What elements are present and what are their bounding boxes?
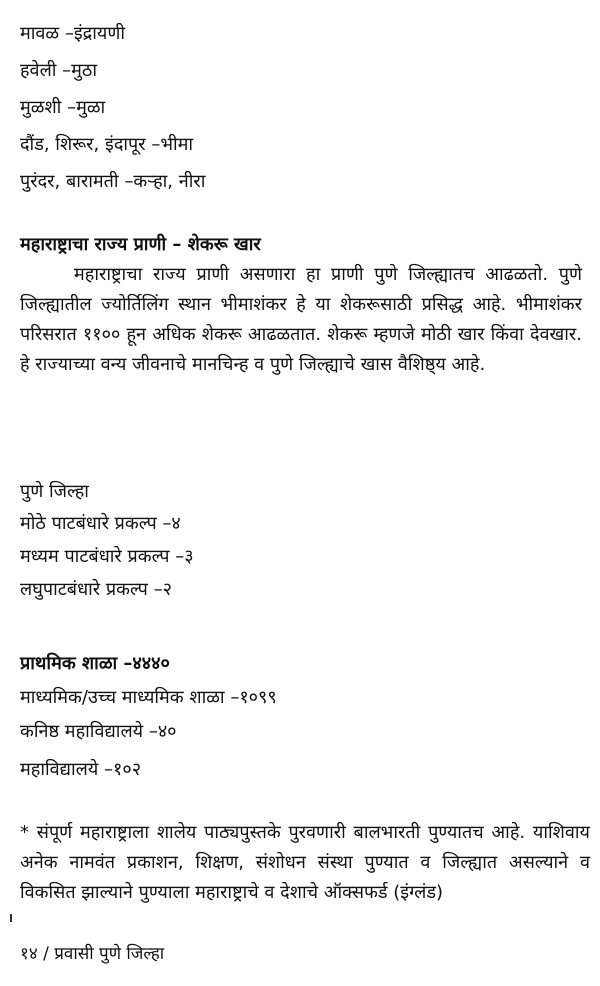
irrigation-item-minor: लघुपाटबंधारे प्रकल्प –२ <box>20 579 172 600</box>
education-heading: प्राथमिक शाळा –४४४० <box>20 653 170 674</box>
page-footer: १४ / प्रवासी पुणे जिल्हा <box>20 944 165 964</box>
education-item-college: महाविद्यालये –१०२ <box>20 759 142 780</box>
river-line-haveli: हवेली –मुठा <box>20 60 98 81</box>
education-item-junior-college: कनिष्ठ महाविद्यालये –४० <box>20 721 177 742</box>
state-animal-paragraph: महाराष्ट्राचा राज्य प्राणी असणारा हा प्राणी पुणे जिल्ह्यातच आढळतो. पुणे जिल्ह्यातील ज्योर्तिलिंग स्थान भीमाशंकर हे या शेकरूसाठी प्रसिद्ध आहे. भीमाशंकर परिसरात ११०० हून अधिक शेकरू आढळतात. शेकरू म्हणजे मोठी खार किंवा देवखार. हे राज्याच्या वन्य जीवनाचे मानचिन्ह व पुणे जिल्ह्याचे खास वैशिष्ठ्य आहे. <box>20 264 582 375</box>
irrigation-item-medium: मध्यम पाटबंधारे प्रकल्प –३ <box>20 546 194 567</box>
margin-mark <box>10 914 12 922</box>
river-line-purandar: पुरंदर, बारामती –कऱ्हा, नीरा <box>20 171 206 192</box>
education-item-secondary: माध्यमिक/उच्च माध्यमिक शाळा –१०९९ <box>20 687 277 708</box>
river-line-daund: दौंड, शिरूर, इंदापूर –भीमा <box>20 134 194 155</box>
state-animal-heading: महाराष्ट्राचा राज्य प्राणी – शेकरू खार <box>20 234 261 255</box>
irrigation-item-major: मोठे पाटबंधारे प्रकल्प –४ <box>20 513 181 534</box>
irrigation-title: पुणे जिल्हा <box>20 481 89 502</box>
balbharati-note: * संपूर्ण महाराष्ट्राला शालेय पाठ्यपुस्तके पुरवणारी बालभारती पुण्यातच आहे. याशिवाय अनेक नामवंत प्रकाशन, शिक्षण, संशोधन संस्था पुण्यात व जिल्ह्यात असल्याने व विकसित झाल्याने पुण्याला महाराष्ट्राचे व देशाचे ऑक्सफर्ड (इंग्लंड) <box>20 822 590 903</box>
river-line-mawal: मावळ –इंद्रायणी <box>20 23 126 44</box>
river-line-mulshi: मुळशी –मुळा <box>20 97 106 118</box>
